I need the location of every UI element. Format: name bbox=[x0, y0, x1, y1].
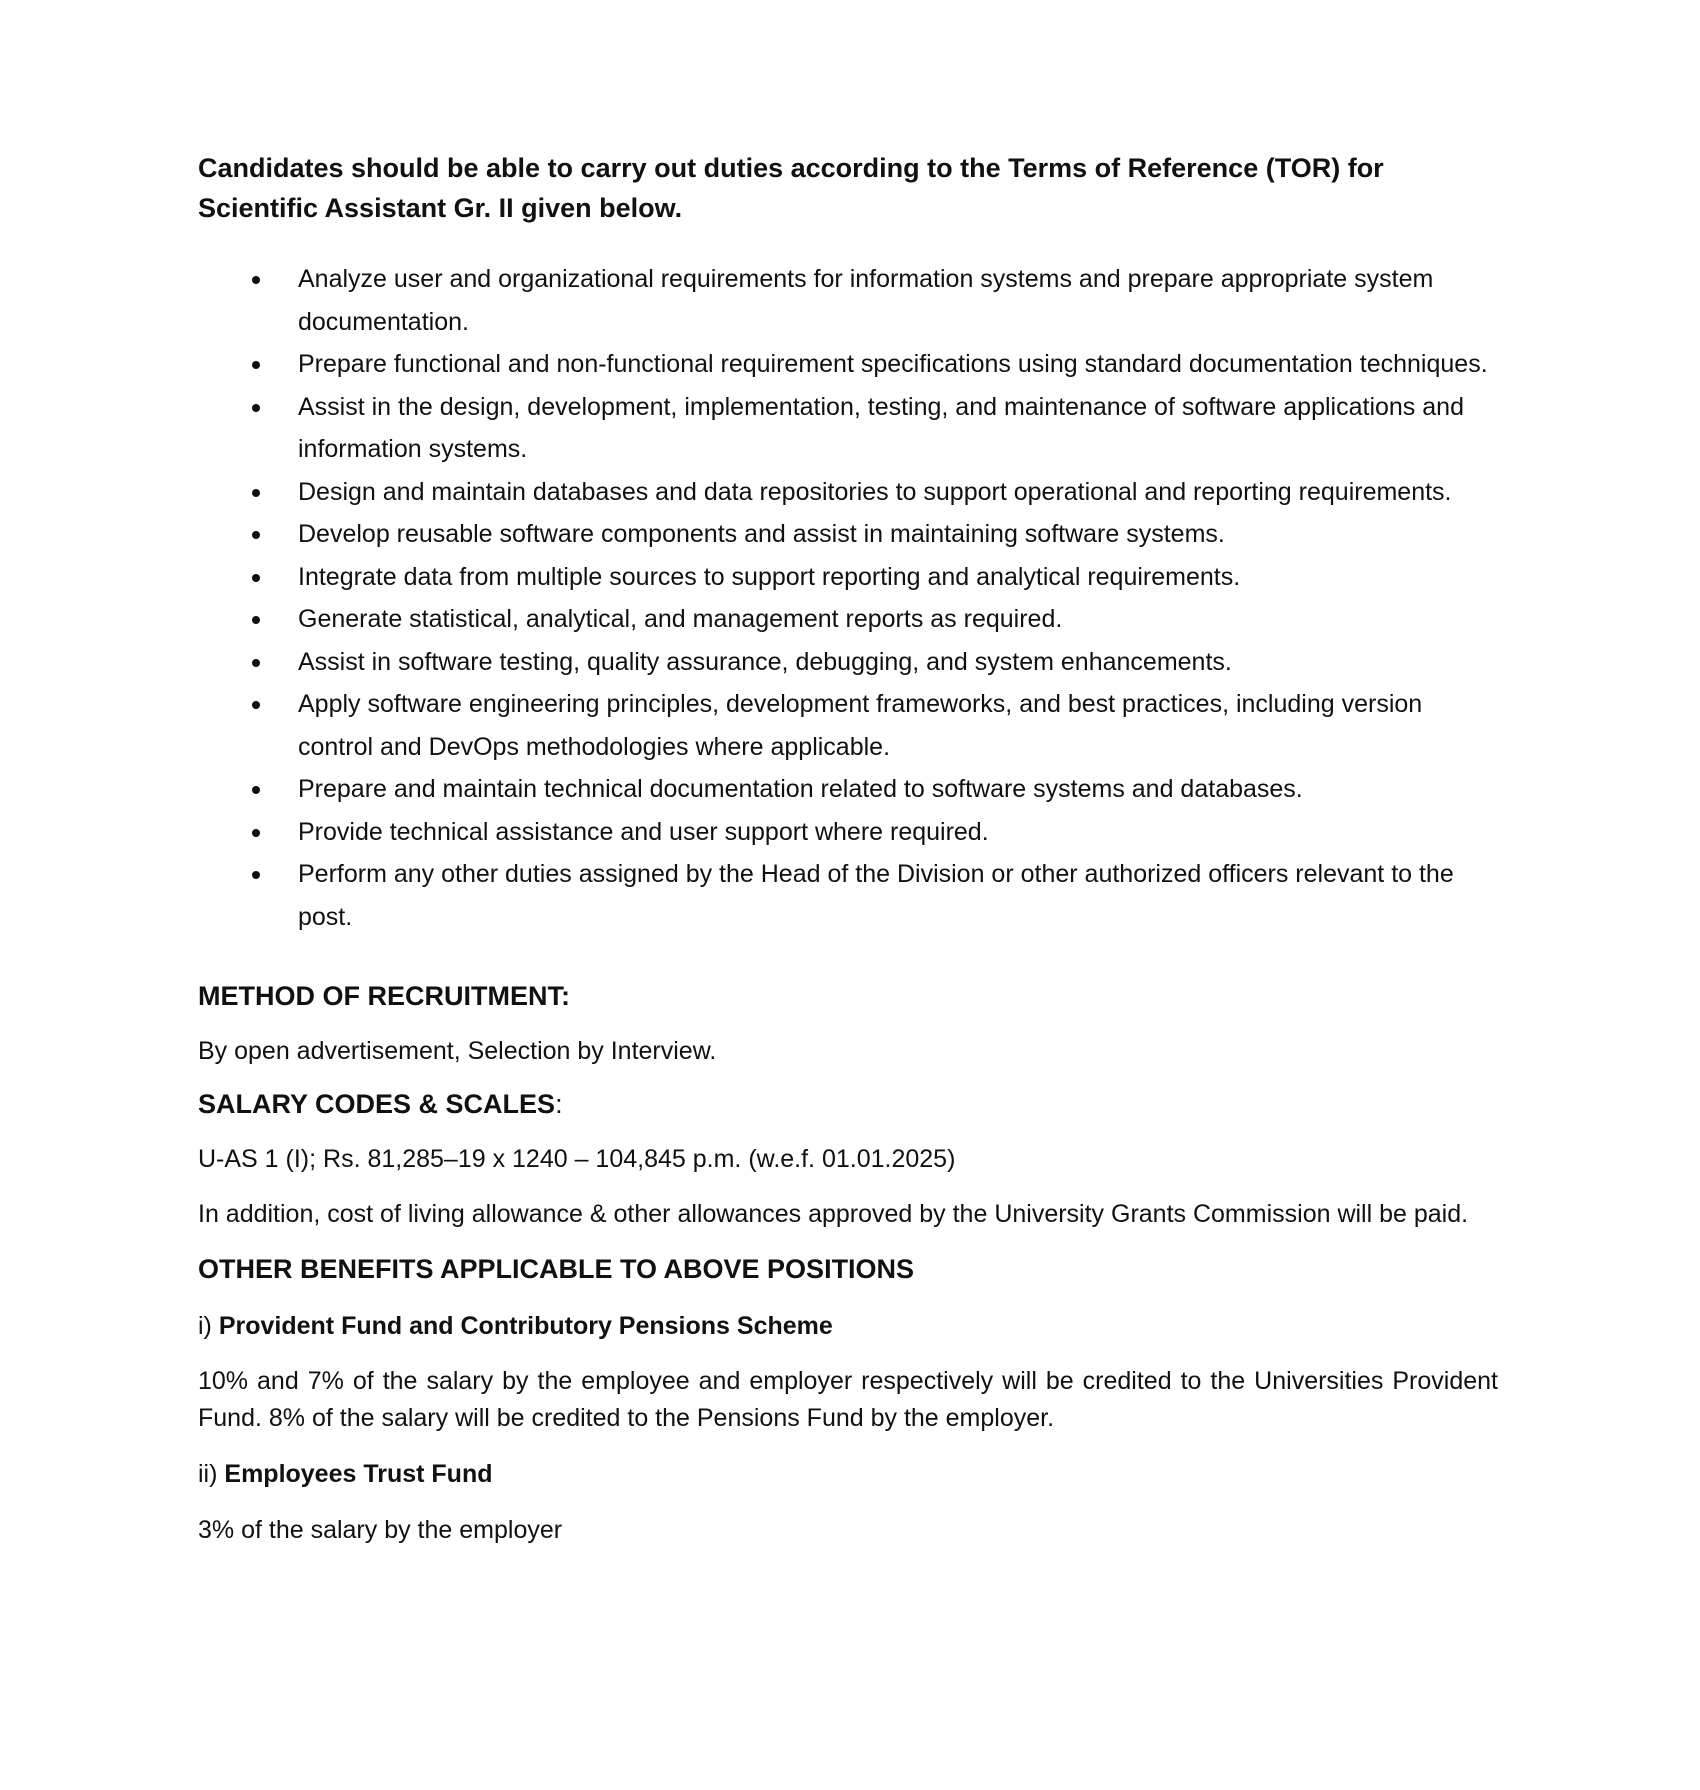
list-item bbox=[198, 811, 1498, 854]
list-item bbox=[198, 386, 1498, 471]
duty-text: Integrate data from multiple sources to support reporting and analytical requirements. bbox=[298, 562, 1241, 591]
bullet-icon bbox=[252, 659, 260, 667]
duty-text: Provide technical assistance and user support where required. bbox=[298, 817, 989, 846]
list-item bbox=[198, 683, 1498, 768]
duty-text: Develop reusable software components and assist in maintaining software systems. bbox=[298, 520, 1225, 548]
benefit-title bbox=[198, 1307, 1498, 1345]
duty-text: Assist in the design, development, implementation, testing, and maintenance of software applications and information systems. bbox=[298, 392, 1464, 463]
duty-text: Perform any other duties assigned by the Head of the Division or other authorized officers relevant to the post. bbox=[298, 860, 1454, 931]
bullet-icon bbox=[252, 786, 260, 794]
recruitment-text: By open advertisement, Selection by Interview. bbox=[198, 1037, 717, 1065]
bullet-icon bbox=[252, 361, 260, 369]
duty-text: Apply software engineering principles, development frameworks, and best practices, including version control and DevOps methodologies where applicable. bbox=[298, 690, 1423, 761]
salary-scale: U-AS 1 (I); Rs. 81,285–19 x 1240 – 104,845 p.m. (w.e.f. 01.01.2025) bbox=[198, 1145, 956, 1173]
bullet-icon bbox=[252, 276, 260, 284]
bullet-icon bbox=[252, 701, 260, 709]
bullet-icon bbox=[252, 531, 260, 539]
bullet-icon bbox=[252, 404, 260, 412]
bullet-icon bbox=[252, 871, 260, 879]
bullet-icon bbox=[252, 489, 260, 497]
document-page bbox=[198, 148, 1498, 1549]
list-item bbox=[198, 343, 1498, 386]
benefit-prefix: i) bbox=[198, 1312, 219, 1340]
duties-list bbox=[198, 258, 1498, 938]
bullet-icon bbox=[252, 574, 260, 582]
salary-heading-text: SALARY CODES & SCALES bbox=[198, 1089, 556, 1119]
benefit-title bbox=[198, 1455, 1498, 1493]
list-item bbox=[198, 556, 1498, 599]
bullet-icon bbox=[252, 616, 260, 624]
duty-text: Analyze user and organizational requirements for information systems and prepare appropriate system documentation. bbox=[298, 265, 1434, 336]
benefit-text: 3% of the salary by the employer bbox=[198, 1516, 563, 1544]
duty-text: Prepare and maintain technical documentation related to software systems and databases. bbox=[298, 775, 1303, 803]
benefit-title-text: Employees Trust Fund bbox=[224, 1460, 493, 1488]
salary-allowance: In addition, cost of living allowance & other allowances approved by the University Grants Commission will be paid. bbox=[198, 1200, 1469, 1228]
benefits-heading: OTHER BENEFITS APPLICABLE TO ABOVE POSITIONS bbox=[198, 1254, 915, 1284]
list-item bbox=[198, 641, 1498, 684]
list-item bbox=[198, 598, 1498, 641]
recruitment-heading: METHOD OF RECRUITMENT: bbox=[198, 981, 570, 1011]
list-item bbox=[198, 768, 1498, 811]
benefit-text: 10% and 7% of the salary by the employee and employer respectively will be credited to the Universities Provident Fund. 8% of the salary will be credited to the Pensions Fund by the employer. bbox=[198, 1367, 1498, 1432]
benefit-title-text: Provident Fund and Contributory Pensions Scheme bbox=[218, 1312, 833, 1340]
duty-text: Generate statistical, analytical, and management reports as required. bbox=[298, 605, 1063, 633]
list-item bbox=[198, 513, 1498, 556]
duty-text: Design and maintain databases and data repositories to support operational and reporting requirements. bbox=[298, 477, 1452, 506]
duty-text: Assist in software testing, quality assurance, debugging, and system enhancements. bbox=[298, 647, 1232, 676]
list-item bbox=[198, 258, 1498, 343]
salary-heading bbox=[198, 1084, 1498, 1124]
list-item bbox=[198, 853, 1498, 938]
bullet-icon bbox=[252, 829, 260, 837]
list-item bbox=[198, 471, 1498, 514]
salary-heading-colon: : bbox=[555, 1089, 563, 1119]
benefit-prefix: ii) bbox=[198, 1460, 225, 1488]
intro-paragraph: Candidates should be able to carry out duties according to the Terms of Reference (TOR) for Scientific Assistant Gr. II given below. bbox=[198, 153, 1384, 223]
duty-text: Prepare functional and non-functional requirement specifications using standard documentation techniques. bbox=[298, 350, 1488, 378]
